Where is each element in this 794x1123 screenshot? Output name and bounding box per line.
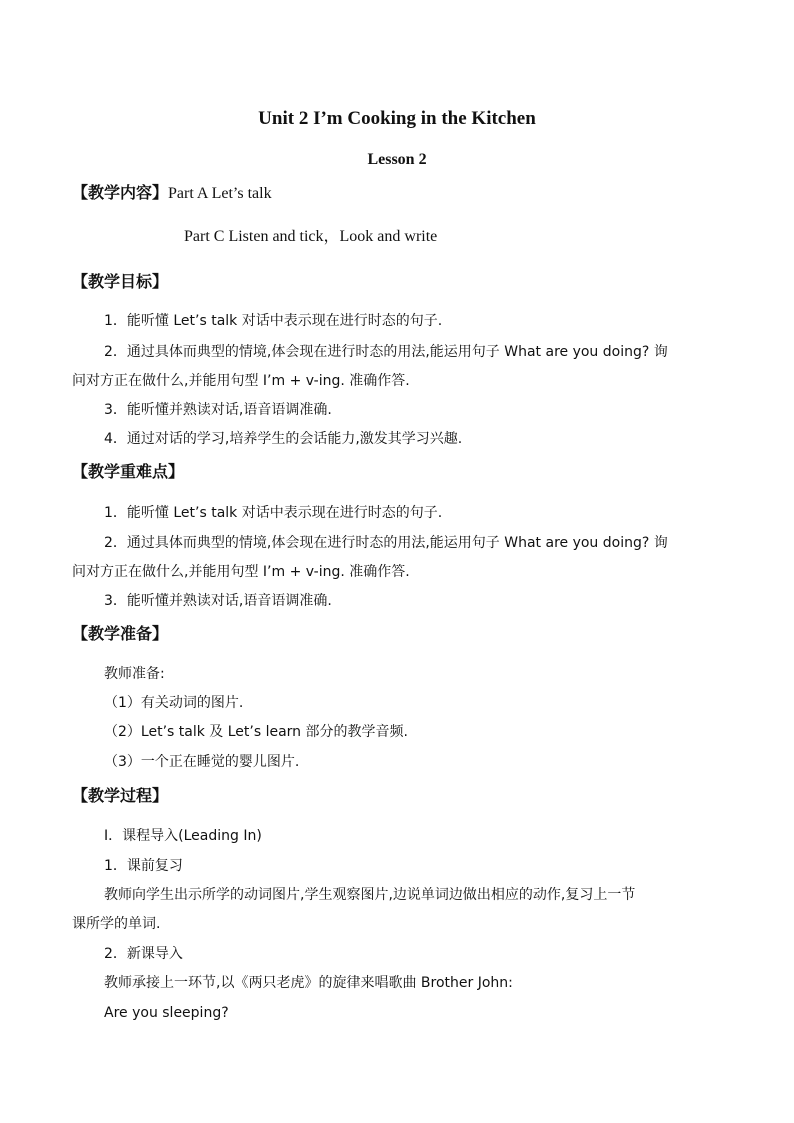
objectives-heading: 【教学目标】 bbox=[72, 272, 169, 291]
objective-item-2-line-2: 问对方正在做什么,并能用句型 I’m + v-ing. 准确作答. bbox=[72, 373, 410, 389]
key-point-item-3: 3．能听懂并熟读对话,语音语调准确. bbox=[104, 593, 332, 609]
preparation-item-1: （1）有关动词的图片. bbox=[104, 695, 244, 711]
preparation-item-3: （3）一个正在睡觉的婴儿图片. bbox=[104, 754, 300, 770]
process-section-1: Ⅰ．课程导入(Leading In) bbox=[104, 828, 262, 844]
objective-item-3: 3．能听懂并熟读对话,语音语调准确. bbox=[104, 402, 332, 418]
content-heading: 【教学内容】 bbox=[72, 183, 169, 202]
part-a-label: Part A Let’s talk bbox=[168, 185, 272, 202]
preparation-heading: 【教学准备】 bbox=[72, 624, 169, 643]
document-title: Unit 2 I’m Cooking in the Kitchen bbox=[258, 108, 536, 129]
preparation-intro: 教师准备: bbox=[104, 666, 165, 682]
process-step-1: 1．课前复习 bbox=[104, 858, 183, 874]
key-points-heading: 【教学重难点】 bbox=[72, 462, 185, 481]
key-point-item-1: 1．能听懂 Let’s talk 对话中表示现在进行时态的句子. bbox=[104, 505, 443, 521]
process-step-1-text-line-1: 教师向学生出示所学的动词图片,学生观察图片,边说单词边做出相应的动作,复习上一节 bbox=[104, 887, 636, 903]
key-point-item-2-line-1: 2．通过具体而典型的情境,体会现在进行时态的用法,能运用句子 What are you doing? 询 bbox=[104, 535, 668, 551]
song-line-1: Are you sleeping? bbox=[104, 1005, 229, 1021]
content-section bbox=[72, 183, 272, 204]
process-step-2: 2．新课导入 bbox=[104, 946, 183, 962]
lesson-subtitle: Lesson 2 bbox=[367, 151, 427, 168]
process-step-2-text: 教师承接上一环节,以《两只老虎》的旋律来唱歌曲 Brother John: bbox=[104, 975, 513, 991]
objective-item-4: 4．通过对话的学习,培养学生的会话能力,激发其学习兴趣. bbox=[104, 431, 463, 447]
objective-item-1: 1．能听懂 Let’s talk 对话中表示现在进行时态的句子. bbox=[104, 313, 443, 329]
key-point-item-2-line-2: 问对方正在做什么,并能用句型 I’m + v-ing. 准确作答. bbox=[72, 564, 410, 580]
part-c-label: Part C Listen and tick，Look and write bbox=[184, 228, 438, 245]
process-heading: 【教学过程】 bbox=[72, 786, 169, 805]
process-step-1-text-line-2: 课所学的单词. bbox=[72, 916, 161, 932]
preparation-item-2: （2）Let’s talk 及 Let’s learn 部分的教学音频. bbox=[104, 724, 408, 740]
objective-item-2-line-1: 2．通过具体而典型的情境,体会现在进行时态的用法,能运用句子 What are you doing? 询 bbox=[104, 344, 668, 360]
